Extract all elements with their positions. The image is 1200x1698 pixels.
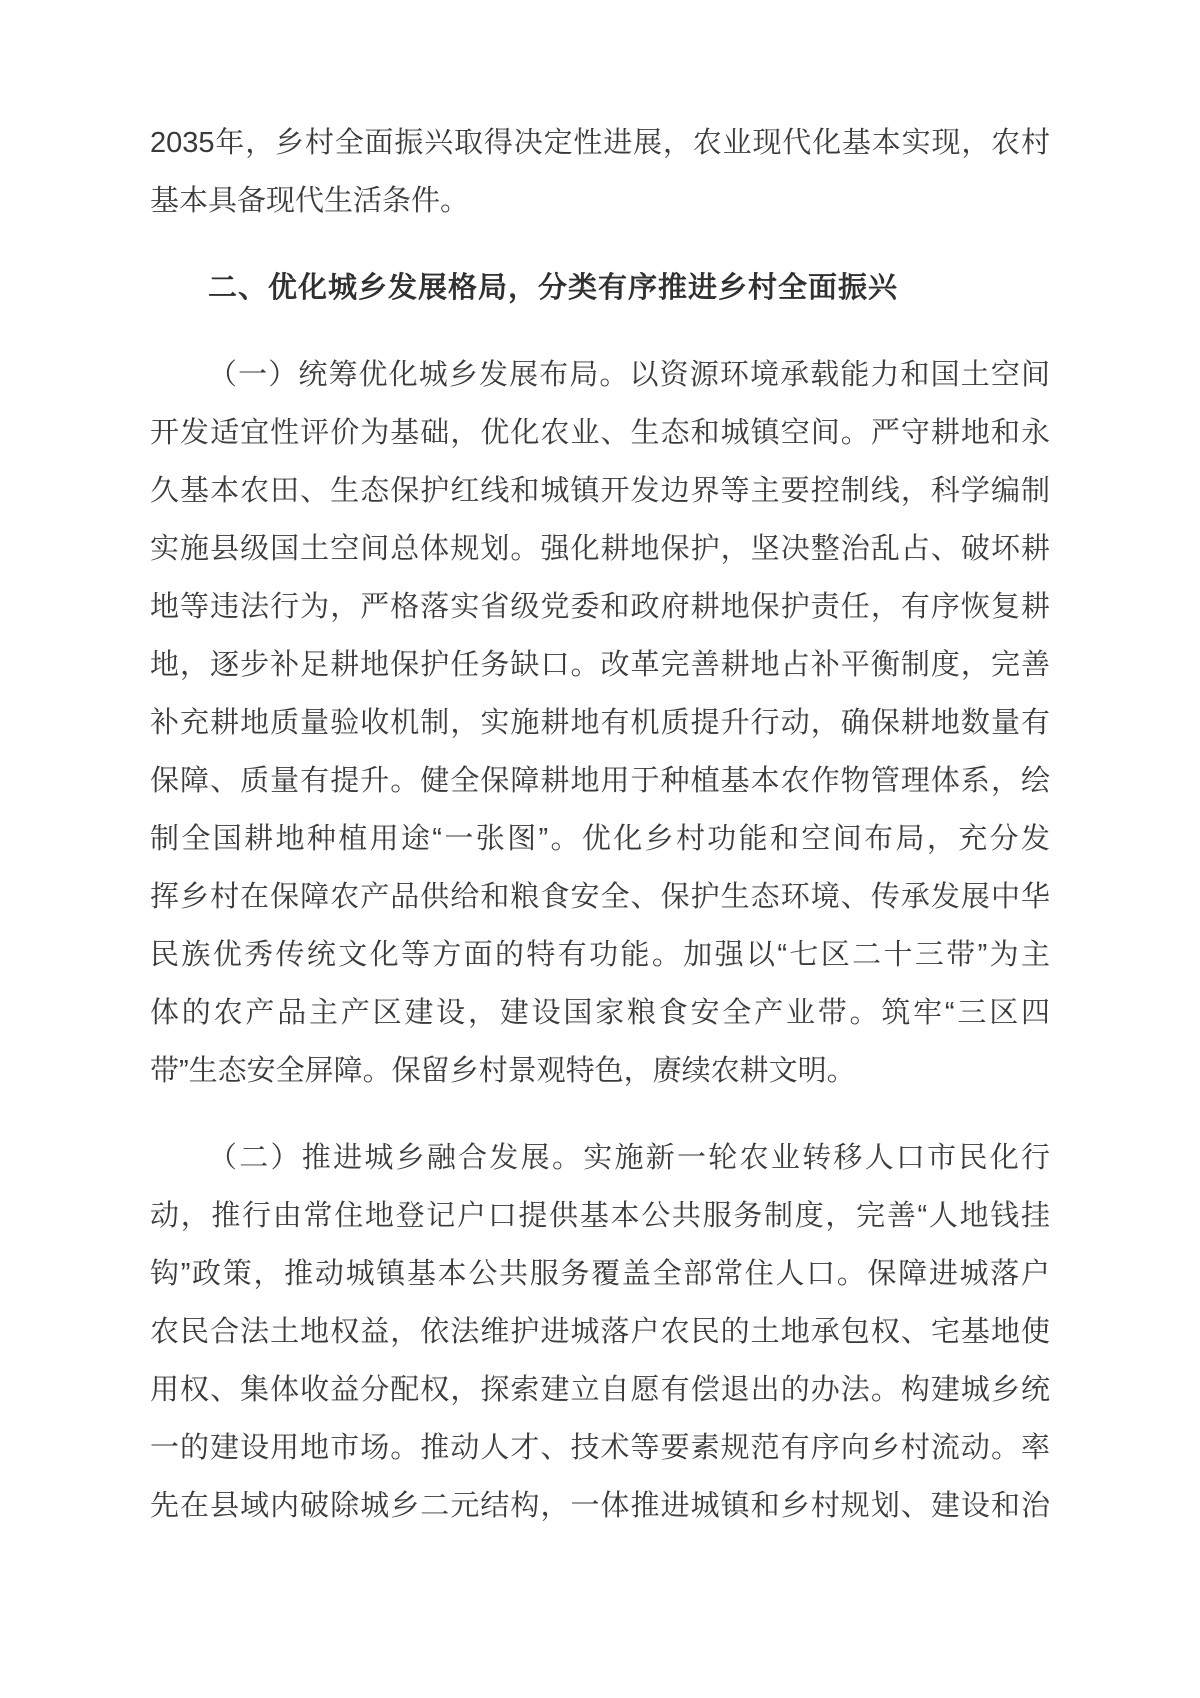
text-line: 带”生态安全屏障。保留乡村景观特色，赓续农耕文明。: [150, 1055, 856, 1087]
text-line: 久基本农田、生态保护红线和城镇开发边界等主要控制线，科学编制: [150, 475, 1050, 507]
text-line: 2035年，乡村全面振兴取得决定性进展，农业现代化基本实现，农村: [150, 127, 1050, 159]
text-line: 先在县域内破除城乡二元结构，一体推进城镇和乡村规划、建设和治: [150, 1490, 1050, 1522]
paragraph-continuation: [150, 114, 1050, 230]
text-line: 补充耕地质量验收机制，实施耕地有机质提升行动，确保耕地数量有: [150, 707, 1050, 739]
text-line: 挥乡村在保障农产品供给和粮食安全、保护生态环境、传承发展中华: [150, 881, 1050, 913]
text-line: 农民合法土地权益，依法维护进城落户农民的土地承包权、宅基地使: [150, 1316, 1050, 1348]
text-line: 保障、质量有提升。健全保障耕地用于种植基本农作物管理体系，绘: [150, 765, 1050, 797]
text-line: 一的建设用地市场。推动人才、技术等要素规范有序向乡村流动。率: [150, 1432, 1050, 1464]
text-line: 钩”政策，推动城镇基本公共服务覆盖全部常住人口。保障进城落户: [150, 1258, 1050, 1290]
text-line: （二）推进城乡融合发展。实施新一轮农业转移人口市民化行: [208, 1142, 1050, 1174]
text-line: 实施县级国土空间总体规划。强化耕地保护，坚决整治乱占、破坏耕: [150, 533, 1050, 565]
text-line: 动，推行由常住地登记户口提供基本公共服务制度，完善“人地钱挂: [150, 1200, 1050, 1232]
text-line: （一）统筹优化城乡发展布局。以资源环境承载能力和国土空间: [208, 359, 1050, 391]
paragraph-item-two: [150, 1129, 1050, 1535]
text-line: 地等违法行为，严格落实省级党委和政府耕地保护责任，有序恢复耕: [150, 591, 1050, 623]
section-heading: 二、优化城乡发展格局，分类有序推进乡村全面振兴: [208, 272, 899, 304]
text-line: 开发适宜性评价为基础，优化农业、生态和城镇空间。严守耕地和永: [150, 417, 1050, 449]
text-line: 民族优秀传统文化等方面的特有功能。加强以“七区二十三带”为主: [150, 939, 1050, 971]
text-line: 制全国耕地种植用途“一张图”。优化乡村功能和空间布局，充分发: [150, 823, 1050, 855]
text-line: 体的农产品主产区建设，建设国家粮食安全产业带。筑牢“三区四: [150, 997, 1050, 1029]
paragraph-item-one: [150, 346, 1050, 1100]
text-line: 地，逐步补足耕地保护任务缺口。改革完善耕地占补平衡制度，完善: [150, 649, 1050, 681]
text-line: 用权、集体收益分配权，探索建立自愿有偿退出的办法。构建城乡统: [150, 1374, 1050, 1406]
text-line: 基本具备现代生活条件。: [150, 185, 470, 217]
